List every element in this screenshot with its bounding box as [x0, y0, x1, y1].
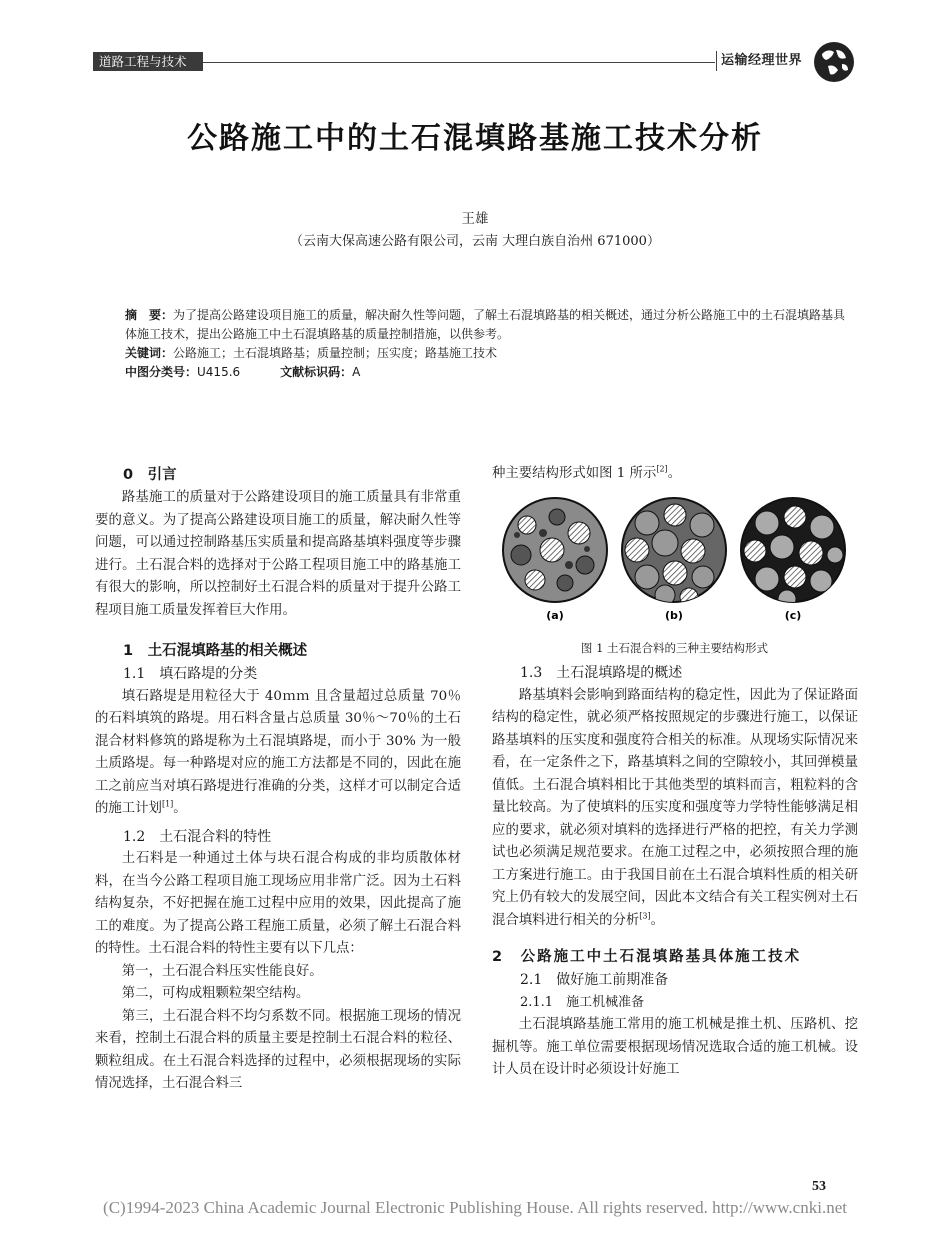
right-column-bottom — [492, 662, 858, 1082]
abstract — [125, 306, 857, 344]
heading-1-2: 1.2 土石混合料的特性 — [123, 828, 272, 845]
label-b: (b) — [665, 609, 683, 622]
paragraph-point-1: 第一，土石混合料压实性能良好。 — [121, 963, 323, 979]
structure-a — [503, 498, 607, 622]
paragraph-1-2: 土石料是一种通过土体与块石混合构成的非均质散体材料，在当今公路工程项目施工现场应用非常广泛。因为土石料结构复杂，不好把握在施工过程中应用的效果，因此提高了施工的难度。为了提高公路工程施工质量，必须了解土石混合料的特性。土石混合料的特性主要有以下几点： — [95, 851, 461, 956]
affiliation: （云南大保高速公路有限公司，云南 大理白族自治州 671000） — [290, 234, 660, 249]
clc-label: 中图分类号： — [125, 365, 198, 379]
classification — [125, 363, 857, 382]
keywords — [125, 344, 857, 363]
copyright-watermark: (C)1994-2023 China Academic Journal Electronic Publishing House. All rights reserved. http://www.cnki.net — [103, 1198, 847, 1217]
heading-section-2: 2 公路施工中土石混填路基具体施工技术 — [492, 949, 802, 965]
globe-icon — [812, 40, 856, 84]
paragraph-continued — [492, 463, 858, 486]
heading-1-1: 1.1 填石路堤的分类 — [123, 666, 258, 682]
author: 王雄 — [461, 211, 489, 227]
continued-text: 种主要结构形式如图 1 所示 — [492, 466, 657, 481]
citation-2: [2] — [656, 464, 668, 474]
left-column — [95, 463, 461, 1096]
figure-1 — [497, 495, 852, 625]
page-number: 53 — [812, 1179, 826, 1194]
citation-3: [3] — [639, 911, 651, 921]
journal-name: 运输经理世界 — [716, 51, 802, 71]
paragraph-point-3: 第三，土石混合料不均匀系数不同。根据施工现场的情况来看，控制土石混合料的质量主要是控制土石混合料的粒径、颗粒组成。在土石混合料选择的过程中，必须根据现场的实际情况选择，土石混合料三 — [95, 1008, 461, 1091]
right-column-top — [492, 463, 858, 486]
paragraph-1-1 — [95, 686, 461, 821]
structure-c — [741, 498, 845, 622]
heading-1-3: 1.3 土石混填路堤的概述 — [520, 665, 683, 681]
paragraph-1-3 — [492, 685, 858, 933]
paragraph-intro: 路基施工的质量对于公路建设项目的施工质量具有非常重要的意义。为了提高公路建设项目施工的质量，解决耐久性等问题，可以通过控制路基压实质量和提高路基填料强度等步骤进行。土石混合料的选择对于公路工程项目施工中的路基施工有很大的影响，所以控制好土石混合料的质量对于提升公路工程项目施工质量发挥着巨大作用。 — [95, 490, 461, 618]
keywords-label: 关键词： — [125, 346, 174, 360]
section-tag: 道路工程与技术 — [93, 52, 203, 71]
paragraph-1-3-end: 。 — [650, 912, 665, 928]
heading-2-1: 2.1 做好施工前期准备 — [520, 972, 669, 988]
paragraph-2-1-1: 土石混填路基施工常用的施工机械是推土机、压路机、挖掘机等。施工单位需要根据现场情况选取合适的施工机械。设计人员在设计时必须设计好施工 — [492, 1017, 858, 1077]
label-a: (a) — [546, 609, 564, 622]
continued-end: 。 — [667, 466, 682, 481]
label-c: (c) — [784, 609, 802, 622]
abstract-label: 摘 要： — [125, 308, 174, 322]
heading-section-1: 1 土石混填路基的相关概述 — [123, 643, 308, 659]
abstract-text: 为了提高公路建设项目施工的质量，解决耐久性等问题，了解土石混填路基的相关概述，通过分析公路施工中的土石混填路基具体施工技术，提出公路施工中土石混填路基的质量控制措施，以供参考。 — [125, 308, 846, 341]
clc-value: U415.6 — [197, 365, 241, 379]
heading-2-1-1: 2.1.1 施工机械准备 — [520, 994, 645, 1010]
doc-label: 文献标识码： — [280, 365, 353, 379]
structure-b — [622, 498, 726, 622]
figure-caption: 图 1 土石混合料的三种主要结构形式 — [580, 641, 769, 655]
paper-title: 公路施工中的土石混填路基施工技术分析 — [187, 121, 763, 156]
heading-introduction: 0 引言 — [123, 467, 177, 483]
paragraph-point-2: 第二，可构成粗颗粒架空结构。 — [121, 986, 310, 1001]
paragraph-1-1-end: 。 — [173, 801, 187, 816]
citation-1: [1] — [161, 799, 174, 809]
abstract-block — [125, 306, 857, 382]
paragraph-1-3-text: 路基填料会影响到路面结构的稳定性，因此为了保证路面结构的稳定性，就必须严格按照规定的步骤进行施工，以保证路基填料的压实度和强度符合相关的标准。从现场实际情况来看，在一定条件之下，路基填料之间的空隙较小，其回弹模量值低。土石混合填料相比于其他类型的填料而言，粗粒料的含量比较高。为了使填料的压实度和强度等力学特性能够满足相应的要求，就必须对填料的选择进行严格的把控，有关力学测试也必须满足规范要求。在施工过程之中，必须按照合理的施工方案进行施工。由于我国目前在土石混合填料性质的相关研究上仍有较大的发展空间，因此本文结合有关工程实例对土石混合填料进行相关的分析 — [492, 687, 858, 928]
paragraph-1-1-text: 填石路堤是用粒径大于 40ｍｍ 且含量超过总质量 70％的石料填筑的路堤。用石料含量占总质量 30％～70％的土石混合材料修筑的路堤称为土石混填路堤，而小于 30% 为一般土质路堤。每一种路堤对应的施工方法都是不同的，因此在施工之前应当对填石路堤进行准确的分类，这样才可以制定合适的施工计划 — [95, 688, 461, 816]
doc-value: A — [352, 365, 361, 379]
keywords-text: 公路施工；土石混填路基；质量控制；压实度；路基施工技术 — [173, 346, 498, 360]
